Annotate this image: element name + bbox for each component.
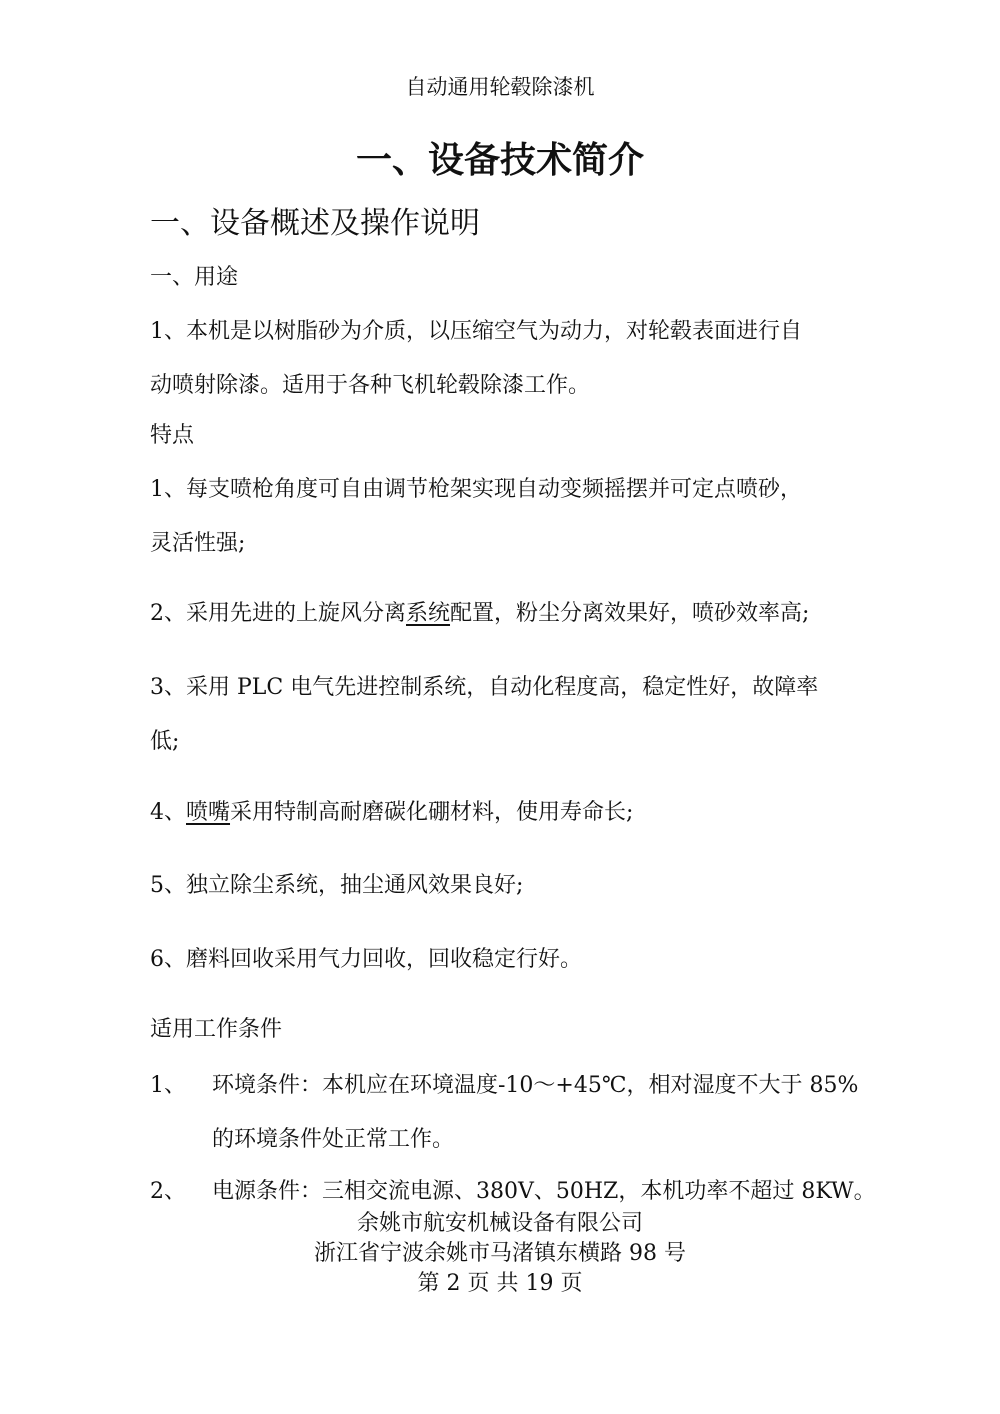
feature-4	[150, 797, 633, 829]
usage-paragraph-line-1: 1、本机是以树脂砂为介质，以压缩空气为动力，对轮毂表面进行自	[150, 319, 802, 344]
feature-6: 6、磨料回收采用气力回收，回收稳定行好。	[150, 947, 582, 972]
feature-1-line-1: 1、每支喷枪角度可自由调节枪架实现自动变频摇摆并可定点喷砂，	[150, 477, 802, 502]
feature-2	[150, 598, 809, 630]
section-title: 一、设备概述及操作说明	[150, 206, 480, 241]
feature-1-line-2: 灵活性强;	[150, 531, 246, 556]
feature-2-underlined: 系统	[406, 601, 451, 626]
conditions-heading: 适用工作条件	[150, 1017, 283, 1042]
feature-2-pre: 2、采用先进的上旋风分离	[150, 601, 406, 626]
condition-2-text: 电源条件：三相交流电源、380V、50HZ，本机功率不超过 8KW。	[212, 1179, 876, 1204]
footer-page-info: 第 2 页 共 19 页	[417, 1271, 583, 1296]
feature-4-underlined: 喷嘴	[186, 800, 231, 825]
condition-1-line-1	[150, 1070, 858, 1102]
condition-1-line-2: 的环境条件处正常工作。	[212, 1127, 455, 1152]
condition-2	[150, 1176, 876, 1208]
usage-heading: 一、用途	[150, 265, 239, 290]
document-header: 自动通用轮毂除漆机	[405, 75, 595, 99]
feature-2-post: 配置，粉尘分离效果好，喷砂效率高;	[450, 601, 810, 626]
main-title: 一、设备技术简介	[355, 140, 644, 181]
features-heading: 特点	[150, 423, 195, 448]
usage-paragraph-line-2: 动喷射除漆。适用于各种飞机轮毂除漆工作。	[150, 373, 591, 398]
feature-5: 5、独立除尘系统，抽尘通风效果良好;	[150, 873, 524, 898]
footer-company: 余姚市航安机械设备有限公司	[356, 1211, 643, 1236]
feature-3-line-2: 低;	[150, 729, 180, 754]
condition-1-text: 环境条件：本机应在环境温度-10～+45℃，相对湿度不大于 85%	[212, 1073, 859, 1098]
condition-1-number: 1、	[150, 1073, 186, 1098]
condition-2-number: 2、	[150, 1179, 186, 1204]
footer-address: 浙江省宁波余姚市马渚镇东横路 98 号	[314, 1241, 686, 1266]
feature-4-post: 采用特制高耐磨碳化硼材料，使用寿命长;	[230, 800, 634, 825]
feature-4-pre: 4、	[150, 800, 186, 825]
feature-3-line-1: 3、采用 PLC 电气先进控制系统，自动化程度高，稳定性好，故障率	[150, 675, 819, 700]
